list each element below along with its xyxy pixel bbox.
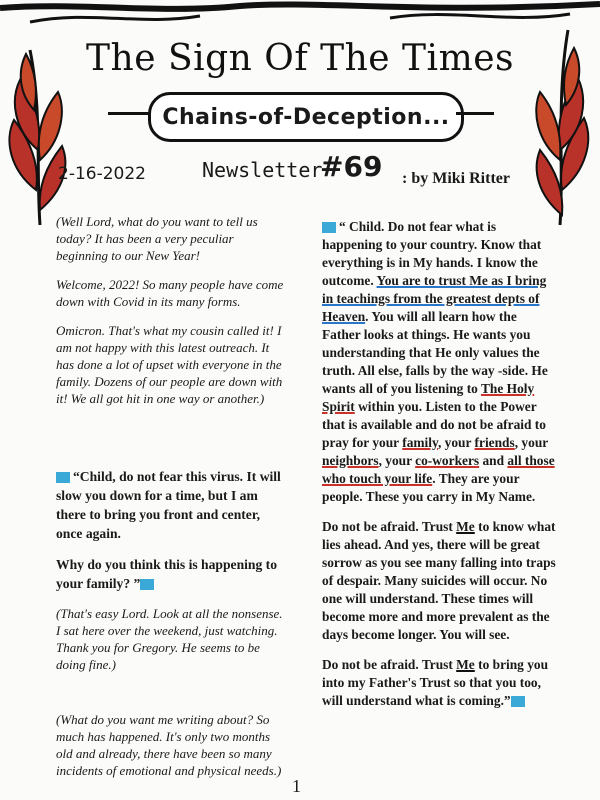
- subtitle-text: Chains-of-Deception...: [162, 104, 450, 130]
- left-leaf-icon: [0, 40, 80, 230]
- paragraph: Do not be afraid. Trust Me to know what lies ahead. And yes, there will be great sorrow as you see many falling into traps of despair. Many suicides will occur. No one will understand. These times will become more and more prevalent as the days become longer. You will see.: [322, 519, 556, 642]
- banner-dash-right: [456, 112, 494, 115]
- paragraph: (What do you want me writing about? So much has happened. It's only two months old and already, there have been so many incidents of emotional and physical needs.): [56, 712, 282, 778]
- newsletter-header: [0, 0, 600, 215]
- left-column: [56, 213, 286, 791]
- right-column: [322, 218, 556, 722]
- issue-number: #69: [320, 150, 383, 183]
- paragraph: Welcome, 2022! So many people have come down with Covid in its many forms.: [56, 277, 284, 309]
- highlight-marker: [56, 472, 70, 483]
- paragraph: Why do you think this is happening to your family? ”: [56, 557, 277, 591]
- banner-dash-left: [108, 112, 150, 115]
- paragraph: Do not be afraid. Trust Me to bring you into my Father's Trust so that you too, will understand what is coming.”: [322, 657, 549, 708]
- right-leaf-icon: [520, 20, 600, 230]
- highlight-marker: [322, 222, 336, 233]
- paragraph: (Well Lord, what do you want to tell us today? It has been a very peculiar beginning to our New Year!: [56, 214, 258, 263]
- newsletter-title: The Sign Of The Times: [86, 38, 514, 79]
- subtitle-banner: [148, 92, 464, 142]
- paragraph: “Child, do not fear this virus. It will slow you down for a time, but I am there to bring you front and center, once again.: [56, 469, 281, 541]
- page-number: 1: [292, 776, 301, 796]
- issue-date: 2-16-2022: [58, 164, 146, 184]
- highlight-marker: [140, 579, 154, 590]
- highlight-marker: [511, 696, 525, 707]
- paragraph: “ Child. Do not fear what is happening to your country. Know that everything is in My hands. I know the outcome. You are to trust Me as I bring in teachings from the greatest depts of Heaven. You will all learn how the Father looks at things. He wants you understanding that He only values the truth. All else, falls by the way -side. He wants all of you listening to The Holy Spirit within you. Listen to the Power that is available and do not be afraid to pray for your family, your friends, your neighbors, your co-workers and all those who touch your life. They are your people. These you carry in My Name.: [322, 219, 555, 504]
- newsletter-label: Newsletter: [202, 158, 323, 182]
- paragraph: Omicron. That's what my cousin called it! I am not happy with this latest outreach. It has done a lot of upset with everyone in the family. Dozens of our people are down with it! We all got hit in one way or another.): [56, 323, 283, 406]
- author-byline: : by Miki Ritter: [402, 170, 510, 187]
- paragraph: (That's easy Lord. Look at all the nonsense. I sat here over the weekend, just watching. Thank you for Gregory. He seems to be doing fine.): [56, 606, 283, 672]
